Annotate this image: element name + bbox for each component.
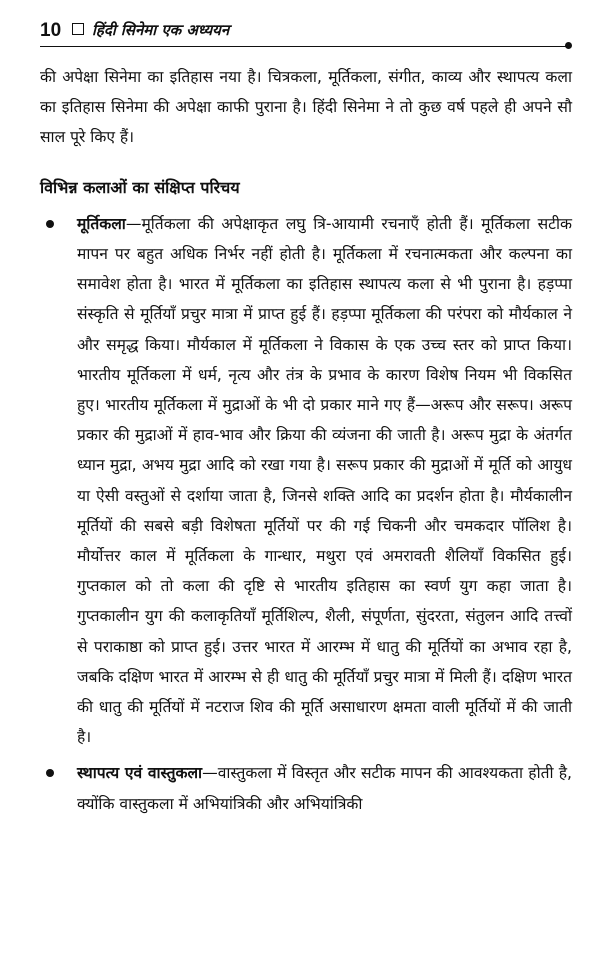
running-title: हिंदी सिनेमा एक अध्ययन (92, 21, 230, 39)
bullet-icon (46, 769, 54, 777)
list-item-text (77, 209, 572, 753)
bullet-icon (46, 220, 54, 228)
page-number: 10 (40, 20, 62, 41)
header-rule (40, 46, 570, 47)
section-heading: विभिन्न कलाओं का संक्षिप्त परिचय (40, 177, 240, 197)
list-item-term: मूर्तिकला (77, 214, 126, 233)
rule-end-dot-icon (565, 42, 572, 49)
list-item (40, 209, 572, 753)
list-item-body: —वास्तुकला में विस्तृत और सटीक मापन की आवश्यकता होती है, क्योंकि वास्तुकला में अभियांत्रिकी और अभियांत्रिकी (77, 764, 572, 813)
list-item-body: —मूर्तिकला की अपेक्षाकृत लघु त्रि-आयामी रचनाएँ होती हैं। मूर्तिकला सटीक मापन पर बहुत अधिक निर्भर नहीं होती है। मूर्तिकला में रचनात्मकता और कल्पना का समावेश होता है। भारत में मूर्तिकला का इतिहास स्थापत्य कला से भी पुराना है। हड़प्पा संस्कृति से मूर्तियाँ प्रचुर मात्रा में प्राप्त हुई हैं। हड़प्पा मूर्तिकला की परंपरा को मौर्यकाल ने और समृद्ध किया। मौर्यकाल में मूर्तिकला ने विकास के एक उच्च स्तर को प्राप्त किया। भारतीय मूर्तिकला में धर्म, नृत्य और तंत्र के प्रभाव के कारण विशेष नियम भी विकसित हुए। भारतीय मूर्तिकला में मुद्राओं के भी दो प्रकार माने गए हैं—अरूप और सरूप। अरूप प्रकार की मुद्राओं में हाव-भाव और क्रिया की व्यंजना की जाती है। अरूप मुद्रा के अंतर्गत ध्यान मुद्रा, अभय मुद्रा आदि को रखा गया है। सरूप प्रकार की मुद्राओं में मूर्ति को आयुध या ऐसी वस्तुओं से दर्शाया जाता है, जिनसे शक्ति आदि का प्रदर्शन होता है। मौर्यकालीन मूर्तियों की सबसे बड़ी विशेषता मूर्तियों पर की गई चिकनी और चमकदार पॉलिश है। मौर्योत्तर काल में मूर्तिकला के गान्धार, मथुरा एवं अमरावती शैलियाँ विकसित हुई। गुप्तकाल को तो कला की दृष्टि से भारतीय इतिहास का स्वर्ण युग कहा जाता है। गुप्तकालीन युग की कलाकृतियाँ मूर्तिशिल्प, शैली, संपूर्णता, सुंदरता, संतुलन आदि तत्त्वों से पराकाष्ठा को प्राप्त हुई। उत्तर भारत में आरम्भ में धातु की मूर्तियों का अभाव रहा है, जबकि दक्षिण भारत में आरम्भ से ही धातु की मूर्तियाँ प्रचुर मात्रा में मिली हैं। दक्षिण भारत की धातु की मूर्तियों में नटराज शिव की मूर्ति असाधारण क्षमता वाली मूर्तियों में की जाती है। (77, 214, 572, 747)
page-header (40, 16, 570, 46)
square-bullet-icon (72, 23, 84, 35)
page-body (40, 62, 572, 819)
intro-paragraph: की अपेक्षा सिनेमा का इतिहास नया है। चित्रकला, मूर्तिकला, संगीत, काव्य और स्थापत्य कला का इतिहास सिनेमा की अपेक्षा काफी पुराना है। हिंदी सिनेमा ने तो कुछ वर्ष पहले ही अपने सौ साल पूरे किए हैं। (40, 68, 572, 147)
list-item (40, 758, 572, 818)
list-item-text (77, 758, 572, 818)
list-item-term: स्थापत्य एवं वास्तुकला (77, 764, 203, 783)
